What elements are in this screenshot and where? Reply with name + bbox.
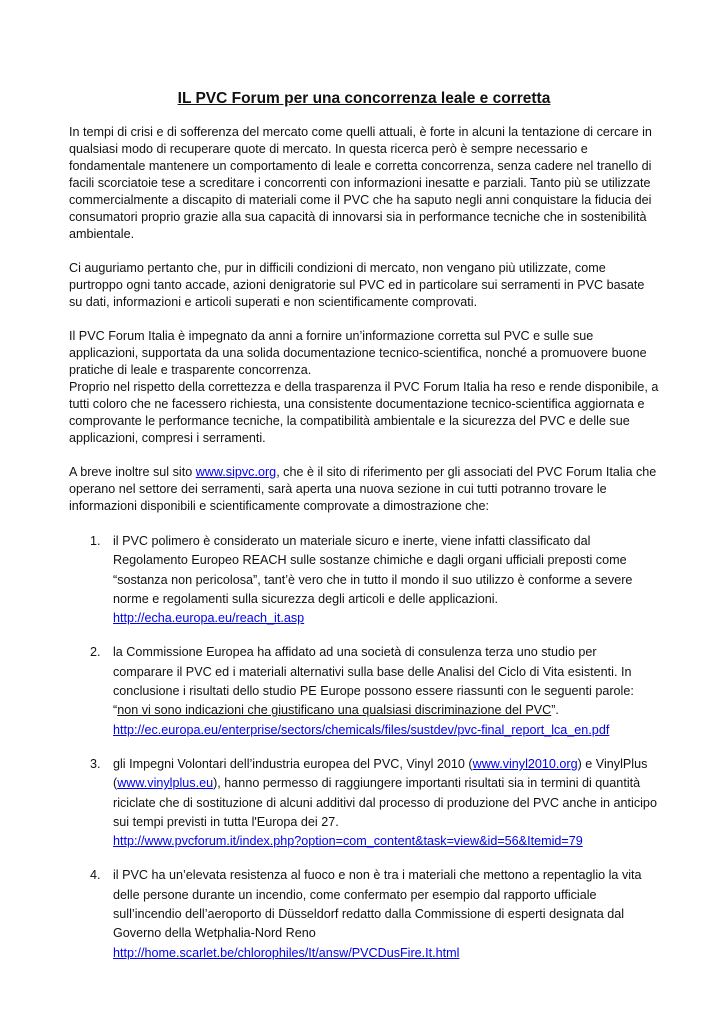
list-item-text-end: ), hanno permesso di raggiungere importanti risultati sia in termini di quantità riciclate che di sostituzione di alcuni additivi dal processo di produzione del PVC anche in anticipo sui tempi previsti in tutta l'Europa dei 27. [113, 776, 657, 829]
paragraph-commitment: Il PVC Forum Italia è impegnato da anni a fornire un’informazione corretta sul PVC e sulle sue applicazioni, supportata da una solida documentazione tecnico-scientifica, nonché a promuovere buone pratiche di leale e trasparente concorrenza. [69, 329, 647, 377]
paragraph-website [69, 464, 659, 515]
list-item-text-end: ”. [551, 703, 559, 718]
list-item [69, 755, 659, 851]
underlined-quote: non vi sono indicazioni che giustificano una qualsiasi discriminazione del PVC [117, 703, 552, 718]
vinyl2010-link[interactable]: www.vinyl2010.org [472, 756, 578, 771]
lca-report-link[interactable]: http://ec.europa.eu/enterprise/sectors/chemicals/files/sustdev/pvc-final_report_lca_en.pdf [113, 722, 610, 737]
sipvc-link[interactable]: www.sipvc.org [195, 465, 277, 479]
paragraph-hope: Ci auguriamo pertanto che, pur in difficili condizioni di mercato, non vengano più utilizzate, come purtroppo ogni tanto accade, azioni denigratorie sul PVC ed in particolare sui serramenti in PVC basate su dati, informazioni e articoli superati e non scientificamente comprovati. [69, 261, 645, 309]
document-body [69, 124, 659, 978]
dusseldorf-fire-link[interactable]: http://home.scarlet.be/chlorophiles/It/answ/PVCDusFire.It.html [113, 945, 460, 960]
list-item-text: il PVC polimero è considerato un materiale sicuro e inerte, viene infatti classificato dal Regolamento Europeo REACH sulle sostanze chimiche e dagli organi ufficiali preposti come “sostanza non pericolosa”, tant’è vero che in tutto il mondo il suo utilizzo è conforme a severe norme e regolamenti sulla sicurezza degli articoli e delle applicazioni. [113, 534, 633, 606]
list-item-text: il PVC ha un’elevata resistenza al fuoco e non è tra i materiali che mettono a repentaglio la vita delle persone durante un incendio, come confermato per esempio dal rapporto ufficiale sull’incendio dell’aeroporto di Düsseldorf redatto dalla Commissione di esperti designata dal Governo della Wetphalia-Nord Reno [113, 868, 642, 941]
list-item-number: 4. [90, 868, 101, 883]
paragraph-intro: In tempi di crisi e di sofferenza del mercato come quelli attuali, è forte in alcuni la tentazione di cercare in qualsiasi modo di recuperare quote di mercato. In questa ricerca però è sempre necessario e fondamentale mantenere un comportamento di leale e corretta concorrenza, senza cadere nel tranello di facili scorciatoie tese a screditare i concorrenti con informazioni inesatte e parziali. Tanto più se utilizzate commercialmente a discapito di materiali come il PVC che ha saputo negli anni conquistare la fiducia dei consumatori proprio grazie alla sua capacità di innovarsi sia in performance tecniche che in sostenibilità ambientale. [69, 125, 652, 241]
paragraph-website-before: A breve inoltre sul sito [69, 465, 196, 479]
list-item-text: gli Impegni Volontari dell’industria europea del PVC, Vinyl 2010 ( [113, 756, 473, 771]
paragraph-documentation: Proprio nel rispetto della correttezza e della trasparenza il PVC Forum Italia ha reso e rende disponibile, a tutti coloro che ne facessero richiesta, una consistente documentazione tecnico-scientifica aggiornata e comprovante le performance tecniche, la compatibilità ambientale e la sicurezza del PVC e delle sue applicazioni, compresi i serramenti. [69, 380, 659, 445]
reach-link[interactable]: http://echa.europa.eu/reach_it.asp [113, 611, 305, 626]
pvcforum-link[interactable]: http://www.pvcforum.it/index.php?option=com_content&task=view&id=56&Itemid=79 [113, 834, 583, 849]
vinylplus-link[interactable]: www.vinylplus.eu [117, 776, 214, 791]
list-item-text-mid: ) e VinylPlus ( [113, 756, 648, 791]
list-item-number: 3. [90, 756, 101, 771]
list-item [69, 643, 659, 739]
list-item [69, 866, 659, 962]
evidence-list [69, 532, 659, 963]
paragraph-website-after: , che è il sito di riferimento per gli associati del PVC Forum Italia che operano nel settore dei serramenti, sarà aperta una nuova sezione in cui tutti potranno trovare le informazioni disponibili e scientificamente comprovate a dimostrazione che: [69, 465, 657, 513]
list-item-number: 2. [90, 645, 101, 660]
page-title: IL PVC Forum per una concorrenza leale e corretta [177, 90, 551, 107]
list-item-number: 1. [90, 534, 101, 548]
list-item [69, 532, 659, 628]
list-item-text: la Commissione Europea ha affidato ad una società di consulenza terza uno studio per comparare il PVC ed i materiali alternativi sulla base delle Analisi del Ciclo di Vita esistenti. In conclusione i risultati dello studio PE Europe possono essere riassunti con le seguenti parole: “ [113, 645, 634, 718]
